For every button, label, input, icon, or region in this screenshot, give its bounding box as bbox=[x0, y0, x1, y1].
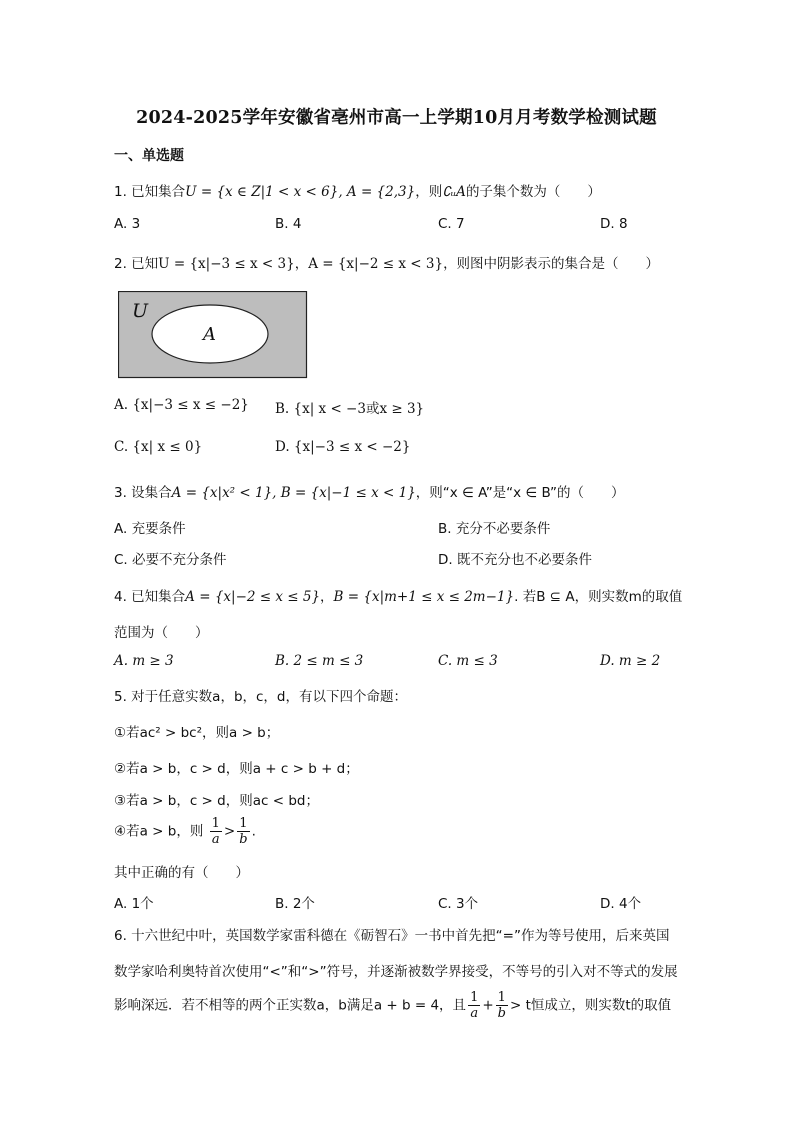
fraction-numerator: 1 bbox=[496, 990, 508, 1006]
q3-option-a: A. 充要条件 bbox=[114, 521, 186, 537]
fraction-1-over-a bbox=[468, 990, 480, 1021]
greater-sign: > bbox=[223, 823, 236, 840]
question-1-text-2: ，则 bbox=[415, 184, 443, 200]
q4-option-a: A. m ≥ 3 bbox=[114, 653, 174, 669]
q1-option-a: A. 3 bbox=[114, 216, 141, 232]
question-4-text: 4. 已知集合 bbox=[114, 589, 186, 605]
question-2-text-2: ，则图中阴影表示的集合是（ ） bbox=[443, 256, 660, 272]
question-6-text: 影响深远．若不相等的两个正实数a，b满足a + b = 4，且 bbox=[114, 997, 467, 1014]
q3-option-c: C. 必要不充分条件 bbox=[114, 552, 227, 568]
proposition-1: ①若ac² > bc²，则a > b； bbox=[114, 725, 280, 741]
q4-option-c: C. m ≤ 3 bbox=[438, 653, 498, 669]
question-2-set-u: U = {x|−3 ≤ x < 3} bbox=[158, 256, 295, 272]
page-title: 2024-2025学年安徽省亳州市高一上学期10月月考数学检测试题 bbox=[136, 108, 657, 128]
proposition-2: ②若a > b，c > d，则a + c > b + d； bbox=[114, 761, 359, 777]
question-3-text: 3. 设集合 bbox=[114, 485, 172, 501]
fraction-numerator: 1 bbox=[211, 816, 220, 831]
question-4-text-2: . 若B ⊆ A，则实数m的取值 bbox=[514, 589, 683, 605]
section-heading: 一、单选题 bbox=[114, 148, 184, 164]
question-4-set-a: A = {x|−2 ≤ x ≤ 5} bbox=[185, 589, 321, 605]
question-3-math: A = {x|x² < 1}, B = {x|−1 ≤ x < 1} bbox=[171, 485, 416, 501]
q1-option-c: C. 7 bbox=[438, 216, 465, 232]
question-6-line-2: 数学家哈利奥特首次使用“<”和“>”符号，并逐渐被数学界接受，不等号的引入对不等式的发展 bbox=[114, 964, 678, 980]
proposition-4-text: ④若a > b，则 bbox=[114, 823, 204, 840]
venn-diagram bbox=[118, 291, 308, 379]
question-4-line-2: 范围为（ ） bbox=[114, 625, 209, 641]
q2-option-c: C. {x| x ≤ 0} bbox=[114, 439, 203, 455]
question-1-text-3: 的子集个数为（ ） bbox=[465, 184, 601, 200]
fraction-1-over-b bbox=[237, 816, 249, 847]
question-6-line-3 bbox=[114, 990, 671, 1021]
fraction-denominator: a bbox=[211, 832, 220, 847]
q5-option-c: C. 3个 bbox=[438, 896, 479, 912]
q4-option-d: D. m ≥ 2 bbox=[600, 653, 661, 669]
question-1-complement: ∁ᵤA bbox=[442, 184, 466, 200]
q2-option-b: B. {x| x < −3或x ≥ 3} bbox=[275, 401, 425, 417]
fraction-denominator: b bbox=[239, 832, 248, 847]
question-4-sep: ， bbox=[320, 589, 334, 605]
q1-option-b: B. 4 bbox=[275, 216, 302, 232]
q2-option-a: A. {x|−3 ≤ x ≤ −2} bbox=[114, 397, 249, 413]
question-2-text: 2. 已知 bbox=[114, 256, 159, 272]
period: . bbox=[251, 823, 256, 840]
proposition-3: ③若a > b，c > d，则ac < bd； bbox=[114, 793, 319, 809]
fraction-denominator: a bbox=[470, 1006, 479, 1021]
q1-option-d: D. 8 bbox=[600, 216, 628, 232]
question-3 bbox=[114, 481, 625, 501]
fraction-denominator: b bbox=[497, 1006, 506, 1021]
proposition-4 bbox=[114, 816, 256, 847]
q3-option-d: D. 既不充分也不必要条件 bbox=[438, 552, 592, 568]
q3-option-b: B. 充分不必要条件 bbox=[438, 521, 551, 537]
question-5-tail: 其中正确的有（ ） bbox=[114, 865, 249, 881]
question-5: 5. 对于任意实数a，b，c，d，有以下四个命题： bbox=[114, 689, 408, 705]
q2-option-d: D. {x|−3 ≤ x < −2} bbox=[275, 439, 411, 455]
question-3-text-2: ，则“x ∈ A”是“x ∈ B”的（ ） bbox=[415, 485, 625, 501]
venn-label-u: U bbox=[132, 300, 149, 322]
venn-label-a: A bbox=[203, 324, 216, 345]
fraction-1-over-b bbox=[496, 990, 508, 1021]
question-1-text: 1. 已知集合 bbox=[114, 184, 186, 200]
fraction-numerator: 1 bbox=[470, 990, 479, 1005]
q5-option-a: A. 1个 bbox=[114, 896, 154, 912]
question-2-set-a: A = {x|−2 ≤ x < 3} bbox=[308, 256, 444, 272]
question-1-math: U = {x ∈ Z|1 < x < 6}, A = {2,3} bbox=[185, 184, 416, 200]
question-6-text-2: > t恒成立，则实数t的取值 bbox=[509, 997, 672, 1014]
fraction-numerator: 1 bbox=[237, 816, 249, 832]
question-1 bbox=[114, 180, 601, 200]
q4-option-b: B. 2 ≤ m ≤ 3 bbox=[275, 653, 364, 669]
q5-option-d: D. 4个 bbox=[600, 896, 642, 912]
question-2 bbox=[114, 252, 659, 272]
fraction-1-over-a bbox=[210, 816, 222, 847]
question-4-set-b: B = {x|m+1 ≤ x ≤ 2m−1} bbox=[333, 589, 515, 605]
question-6-line-1: 6. 十六世纪中叶，英国数学家雷科德在《砺智石》一书中首先把“=”作为等号使用，后来英国 bbox=[114, 928, 670, 944]
question-4 bbox=[114, 585, 682, 605]
question-2-sep: ， bbox=[294, 256, 309, 272]
plus-sign: + bbox=[482, 997, 494, 1014]
q5-option-b: B. 2个 bbox=[275, 896, 315, 912]
